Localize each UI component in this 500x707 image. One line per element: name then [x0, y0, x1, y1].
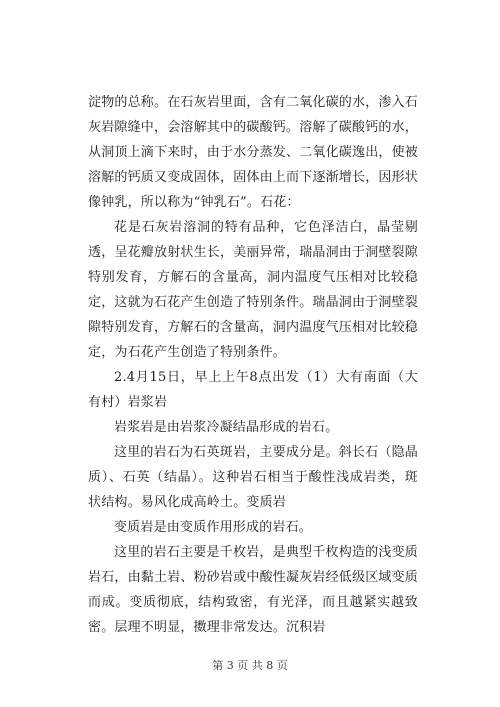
paragraph: 花是石灰岩溶洞的特有品种，它色泽洁白，晶莹剔透，呈花瓣放射状生长，美丽异常，瑞晶洞由于洞壁裂隙特别发育，方解石的含量高，洞内温度气压相对比较稳定，这就为石花产生创造了特别条件。瑞晶洞由于洞壁裂隙特别发育，方解石的含量高，洞内温度气压相对比较稳定，为石花产生创造了特别条件。 — [88, 220, 419, 360]
paragraph: 变质岩是由变质作用形成的岩石。 — [114, 520, 313, 535]
paragraph: 这里的岩石为石英斑岩，主要成分是。斜长石（隐晶质）、石英（结晶）。这种岩石相当于酸性浅成岩类，斑状结构。易风化成高岭土。变质岩 — [88, 445, 418, 510]
paragraph: 这里的岩石主要是千枚岩，是典型千枚构造的浅变质岩石，由黏土岩、粉砂岩或中酸性凝灰岩经低级区域变质而成。变质彻底，结构致密，有光泽，而且越紧实越致密。层理不明显，擞理非常发达。沉积岩 — [88, 545, 419, 635]
document-body — [88, 90, 418, 640]
paragraph: 淀物的总称。在石灰岩里面，含有二氧化碳的水，渗入石灰岩隙缝中，会溶解其中的碳酸钙。溶解了碳酸钙的水，从洞顶上滴下来时，由于水分蒸发、二氧化碳逸出，使被溶解的钙质又变成固体，固体由上而下逐渐增长，因形状像钟乳，所以称为“钟乳石”。石花： — [88, 95, 419, 210]
section-heading: 2.4月15日，早上上午8点出发（1）大有南面（大有村）岩浆岩 — [88, 370, 418, 410]
page-number-footer: 第 3 页 共 8 页 — [212, 659, 288, 672]
paragraph: 岩浆岩是由岩浆冷凝结晶形成的岩石。 — [114, 420, 339, 435]
